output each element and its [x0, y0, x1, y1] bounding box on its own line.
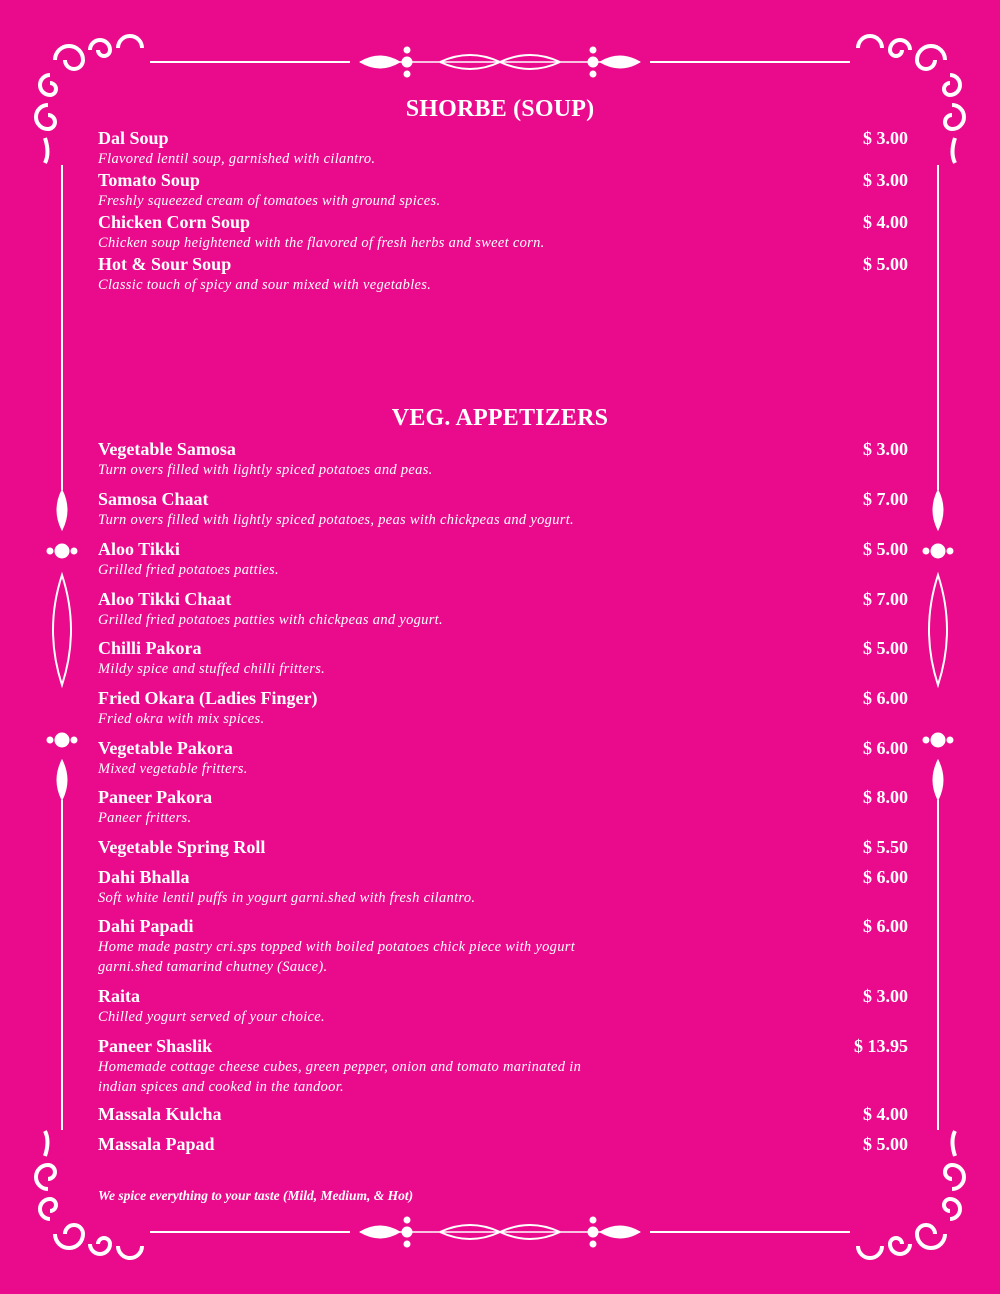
item-name: Aloo Tikki: [98, 539, 180, 559]
menu-item: [98, 986, 908, 1027]
menu-item: [98, 837, 908, 858]
menu-item: [98, 128, 908, 169]
item-price: $ 5.00: [863, 638, 908, 658]
item-description: Soft white lentil puffs in yogurt garni.shed with fresh cilantro.: [98, 890, 476, 906]
item-name: Vegetable Samosa: [98, 439, 236, 459]
menu-item: [98, 638, 908, 679]
soup-section-title: SHORBE (SOUP): [405, 96, 595, 122]
menu-item: [98, 787, 908, 828]
menu-item: [98, 916, 908, 977]
item-price: $ 3.00: [863, 986, 908, 1006]
menu-item: [98, 688, 908, 729]
item-price: $ 5.00: [863, 539, 908, 559]
item-description: Fried okra with mix spices.: [98, 711, 265, 727]
menu-item: [98, 589, 908, 630]
menu-item: [98, 254, 908, 295]
item-name: Hot & Sour Soup: [98, 254, 232, 274]
item-price: $ 3.00: [863, 128, 908, 148]
item-name: Vegetable Pakora: [98, 738, 233, 758]
menu-item: [98, 539, 908, 580]
item-name: Vegetable Spring Roll: [98, 837, 266, 857]
item-description: Grilled fried potatoes patties.: [98, 562, 279, 578]
item-description: Turn overs filled with lightly spiced potatoes, peas with chickpeas and yogurt.: [98, 512, 574, 528]
item-price: $ 4.00: [863, 1104, 908, 1124]
item-price: $ 3.00: [863, 439, 908, 459]
item-description: Chicken soup heightened with the flavored of fresh herbs and sweet corn.: [98, 235, 545, 251]
item-price: $ 7.00: [863, 489, 908, 509]
item-name: Dahi Bhalla: [98, 867, 190, 887]
item-price: $ 5.50: [863, 837, 908, 857]
item-description: Flavored lentil soup, garnished with cilantro.: [98, 151, 376, 167]
item-name: Dahi Papadi: [98, 916, 194, 936]
bottom-center-ornament: [360, 1217, 640, 1247]
menu-item: [98, 1036, 908, 1097]
item-name: Raita: [98, 986, 140, 1006]
item-name: Paneer Pakora: [98, 787, 213, 807]
item-description: Homemade cottage cheese cubes, green pepper, onion and tomato marinated in indian spices and cooked in the tandoor.: [98, 1059, 582, 1095]
item-name: Tomato Soup: [98, 170, 200, 190]
item-name: Chicken Corn Soup: [98, 212, 251, 232]
item-description: Turn overs filled with lightly spiced potatoes and peas.: [98, 462, 433, 478]
menu-item: [98, 738, 908, 779]
item-description: Mildy spice and stuffed chilli fritters.: [98, 661, 326, 677]
item-name: Fried Okara (Ladies Finger): [98, 688, 318, 708]
menu-item: [98, 867, 908, 908]
item-price: $ 5.00: [863, 1134, 908, 1154]
item-name: Paneer Shaslik: [98, 1036, 213, 1056]
item-description: Classic touch of spicy and sour mixed with vegetables.: [98, 277, 432, 293]
item-price: $ 6.00: [863, 738, 908, 758]
item-price: $ 5.00: [863, 254, 908, 274]
item-price: $ 7.00: [863, 589, 908, 609]
item-description: Mixed vegetable fritters.: [98, 761, 248, 777]
item-price: $ 8.00: [863, 787, 908, 807]
top-center-ornament: [360, 47, 640, 77]
veg-section-title: VEG. APPETIZERS: [391, 405, 609, 431]
item-name: Samosa Chaat: [98, 489, 209, 509]
item-description: Freshly squeezed cream of tomatoes with ground spices.: [98, 193, 441, 209]
item-price: $ 6.00: [863, 688, 908, 708]
left-side-ornament: [47, 490, 77, 800]
menu-item: [98, 212, 908, 253]
item-price: $ 4.00: [863, 212, 908, 232]
spice-level-note: We spice everything to your taste (Mild, Medium, & Hot): [98, 1188, 414, 1203]
item-price: $ 6.00: [863, 867, 908, 887]
item-name: Chilli Pakora: [98, 638, 202, 658]
item-price: $ 13.95: [854, 1036, 908, 1056]
item-name: Massala Papad: [98, 1134, 215, 1154]
item-description: Home made pastry cri.sps topped with boiled potatoes chick piece with yogurt garni.shed tamarind chutney (Sauce).: [98, 939, 576, 975]
right-side-ornament: [923, 490, 953, 800]
menu-item: [98, 170, 908, 211]
item-description: Chilled yogurt served of your choice.: [98, 1009, 325, 1025]
item-name: Dal Soup: [98, 128, 169, 148]
menu-item: [98, 1134, 908, 1155]
item-name: Massala Kulcha: [98, 1104, 222, 1124]
menu-item: [98, 439, 908, 480]
soup-menu-list: [98, 128, 908, 296]
item-description: Grilled fried potatoes patties with chickpeas and yogurt.: [98, 612, 443, 628]
menu-item: [98, 489, 908, 530]
item-name: Aloo Tikki Chaat: [98, 589, 232, 609]
menu-item: [98, 1104, 908, 1125]
item-description: Paneer fritters.: [98, 810, 192, 826]
item-price: $ 6.00: [863, 916, 908, 936]
item-price: $ 3.00: [863, 170, 908, 190]
